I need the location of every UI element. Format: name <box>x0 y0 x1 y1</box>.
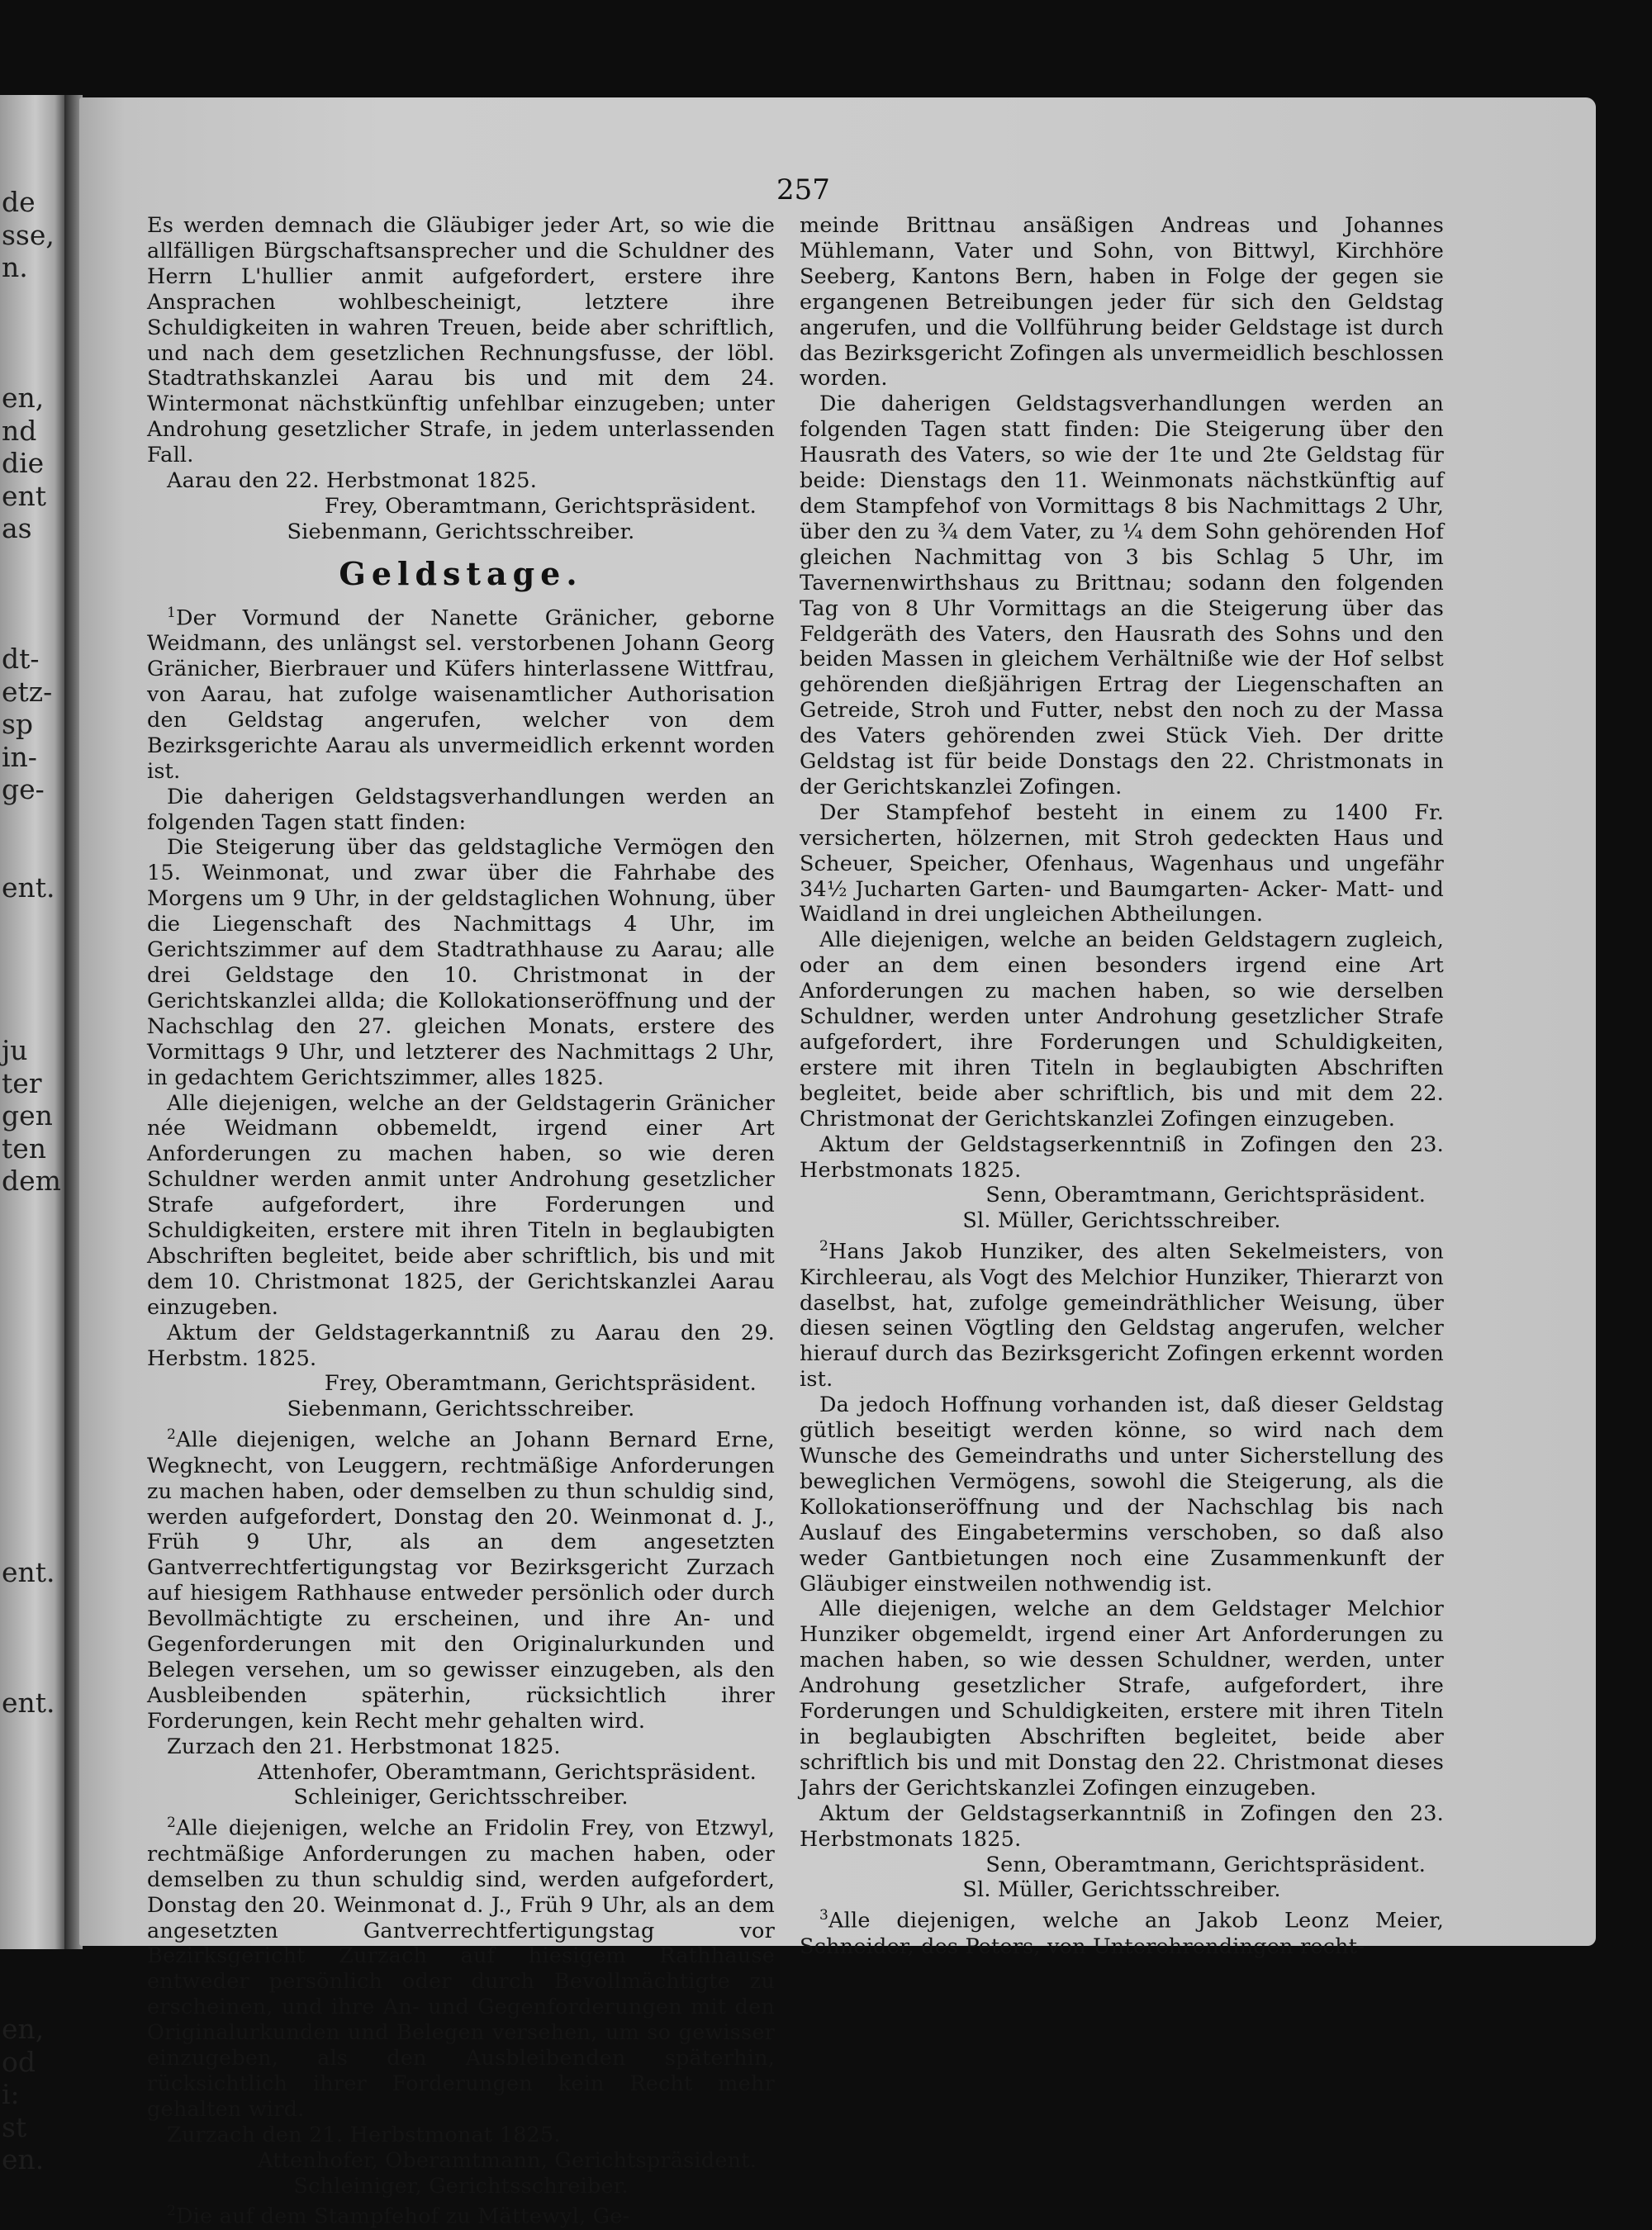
paragraph: Alle diejenigen, welche an dem Geldstager Melchior Hunziker obgemeldt, irgend einer Art Anforderungen zu machen haben, so wie dessen Schuldner, werden, unter Androhung gesetzlicher Strafe, aufgefordert, ihre Forderungen und Schuldigkeiten, erstere mit ihren Titeln in beglaubigten Abschriften begleitet, beide aber schriftlich bis und mit Donstag den 22. Christmonat dieses Jahrs der Gerichtskanzlei Zofingen einzugeben. <box>800 1597 1444 1801</box>
paragraph <box>147 2199 775 2229</box>
footnote-mark: 2 <box>167 1426 177 1444</box>
left-page-fragment: ju <box>2 1034 28 1066</box>
left-page-fragment: nd <box>2 414 37 447</box>
paragraph <box>147 1422 775 1734</box>
left-page-fragment: i: <box>2 2078 20 2110</box>
signature-line: Sl. Müller, Gerichtsschreiber. <box>962 1877 1281 1903</box>
left-page-fragment: de <box>2 186 36 218</box>
paragraph: Da jedoch Hoffnung vorhanden ist, daß dieser Geldstag gütlich beseitigt werden könne, so wird nach dem Wunsche des Gemeindraths und unter Sicherstellung des beweglichen Vermögens, sowohl die Steigerung, als die Kollokationseröffnung und der Nachschlag bis nach Auslauf des Eingabetermins verschoben, so daß also weder Gantbietungen noch eine Zusammenkunft der Gläubiger einstweilen nothwendig ist. <box>800 1393 1444 1597</box>
paragraph <box>800 1903 1444 1959</box>
paragraph: Die Steigerung über das geldstagliche Vermögen den 15. Weinmonat, und zwar über die Fahrhabe des Morgens um 9 Uhr, in der geldstaglichen Wohnung, über die Liegenschaft des Nachmittags 4 Uhr, im Gerichtszimmer auf dem Stadtrathhause zu Aarau; alle drei Geldstage den 10. Christmonat in der Gerichtskanzlei allda; die Kollokationseröffnung und der Nachschlag den 27. gleichen Monats, erstere des Vormittags 9 Uhr, und letzterer des Nachmittags 2 Uhr, in gedachtem Gerichtszimmer, alles 1825. <box>147 835 775 1090</box>
left-page-fragment: en, <box>2 2013 45 2045</box>
left-page-fragment: dt- <box>2 643 40 675</box>
paragraph <box>147 1810 775 2122</box>
signature-line: Frey, Oberamtmann, Gerichtspräsident. <box>324 1371 757 1397</box>
paragraph: Zurzach den 21. Herbstmonat 1825. <box>167 1734 561 1759</box>
left-page-fragment: ent. <box>2 1556 55 1588</box>
paragraph: Aarau den 22. Herbstmonat 1825. <box>167 468 538 494</box>
paragraph: meinde Brittnau ansäßigen Andreas und Johannes Mühlemann, Vater und Sohn, von Bittwyl, Kirchhöre Seeberg, Kantons Bern, haben in Folge der gegen sie ergangenen Betreibungen jeder für sich den Geldstag angerufen, und die Vollführung beider Geldstage ist durch das Bezirksgericht Zofingen als unvermeidlich beschlossen worden. <box>800 213 1444 391</box>
paragraph: Alle diejenigen, welche an der Geldstagerin Gränicher née Weidmann obbemeldt, irgend einer Art Anforderungen zu machen haben, so wie deren Schuldner werden anmit unter Androhung gesetzlicher Strafe aufgefordert, ihre Forderungen und Schuldigkeiten, erstere mit ihren Titeln in beglaubigten Abschriften begleitet, beide aber schriftlich, bis und mit dem 10. Christmonat 1825, der Gerichtskanzlei Aarau einzugeben. <box>147 1090 775 1320</box>
left-page-fragment: as <box>2 512 32 544</box>
footnote-mark: 2 <box>167 1815 177 1832</box>
paragraph: Aktum der Geldstagerkanntniß zu Aarau den 29. Herbstm. 1825. <box>147 1320 775 1371</box>
left-page-fragment: ent. <box>2 871 55 904</box>
left-column <box>147 213 775 2230</box>
signature-line: Schleiniger, Gerichtsschreiber. <box>293 1785 629 1810</box>
left-page-fragment: ge- <box>2 773 45 805</box>
left-page-fragment: en. <box>2 2143 45 2175</box>
paragraph-text: Alle diejenigen, welche an Jakob Leonz Meier, Schneider, des Peters, von Unterehrendingen recht- <box>800 1908 1444 1959</box>
left-page-fragment: od <box>2 2045 36 2078</box>
paragraph-text: Alle diejenigen, welche an Fridolin Frey, von Etzwyl, rechtmäßige Anforderungen zu machen haben, oder demselben zu thun schuldig sind, werden aufgefordert, Donstag den 20. Weinmonat d. J., Früh 9 Uhr, als an dem angesetzten Gantverrechtfertigungstag vor Bezirksgericht Zurzach auf hiesigem Rathhause entweder persönlich oder durch Bevollmächtigte zu erscheinen, und ihre An- und Gegenforderungen mit den Originalurkunden und Belegen versehen, um so gewisser einzugeben, als den Ausbleibenden späterhin, rücksichtlich ihrer Forderungen kein Recht mehr gehalten wird. <box>147 1815 775 2122</box>
paragraph: Aktum der Geldstagserkenntniß in Zofingen den 23. Herbstmonats 1825. <box>800 1132 1444 1183</box>
footnote-mark: 2 <box>819 1238 829 1255</box>
left-page-fragment: in- <box>2 740 37 773</box>
left-page-fragment: n. <box>2 251 28 283</box>
footnote-mark: 3 <box>819 1907 829 1924</box>
paragraph: Zurzach den 21. Herbstmonat 1825. <box>167 2122 561 2147</box>
signature-line: Attenhofer, Oberamtmann, Gerichtspräsident. <box>257 1759 757 1785</box>
signature-line: Schleiniger, Gerichtsschreiber. <box>293 2173 629 2199</box>
paragraph: Alle diejenigen, welche an beiden Geldstagern zugleich, oder an dem einen besonders irgend eine Art Anforderungen zu machen haben, so wie derselben Schuldner, werden unter Androhung gesetzlicher Strafe aufgefordert, ihre Forderungen und Schuldigkeiten, erstere mit ihren Titeln in beglaubigten Abschriften begleitet, beide aber schriftlich, bis und mit dem 22. Christmonat der Gerichtskanzlei Zofingen einzugeben. <box>800 928 1444 1132</box>
paragraph: Aktum der Geldstagserkanntniß in Zofingen den 23. Herbstmonats 1825. <box>800 1801 1444 1852</box>
left-page-fragment: die <box>2 447 45 479</box>
signature-line: Senn, Oberamtmann, Gerichtspräsident. <box>985 1852 1426 1877</box>
signature-line: Siebenmann, Gerichtsschreiber. <box>287 519 635 544</box>
left-page-fragment: sp <box>2 708 34 740</box>
signature-line: Sl. Müller, Gerichtsschreiber. <box>962 1208 1281 1234</box>
left-page-fragment: etz- <box>2 675 53 708</box>
paragraph: Die daherigen Geldstagsverhandlungen werden an folgenden Tagen statt finden: Die Steigerung über den Hausrath des Vaters, so wie der 1te und 2te Geldstag für beide: Dienstags den 11. Weinmonats nächstkünftig auf dem Stampfehof von Vormittags 8 bis Nachmittags 2 Uhr, über den zu ¾ dem Vater, zu ¼ dem Sohn gehörenden Hof gleichen Nachmittag von 3 bis Schlag 5 Uhr, im Tavernenwirthshaus zu Brittnau; sodann den folgenden Tag von 8 Uhr Vormittags an die Steigerung über das Feldgeräth des Vaters, den Hausrath des Sohns und den beiden Massen in gleichem Verhältniße wie der Hof selbst gehörenden dießjährigen Ertrag der Liegenschaften an Getreide, Stroh und Futter, nebst den noch zu der Massa des Vaters gehörenden zwei Stück Vieh. Der dritte Geldstag ist für beide Donstags den 22. Christmonats in der Gerichtskanzlei Zofingen. <box>800 391 1444 799</box>
right-column <box>800 213 1444 1960</box>
section-heading: Geldstage. <box>339 554 583 592</box>
left-page-fragment: gen <box>2 1099 53 1132</box>
paragraph <box>147 600 775 785</box>
signature-line: Frey, Oberamtmann, Gerichtspräsident. <box>324 493 757 519</box>
left-page-fragment: en, <box>2 382 45 414</box>
left-page-fragment: ter <box>2 1066 42 1099</box>
paragraph-text: Die auf dem Stampfehof zu Mättewyl, Ge- <box>176 2204 630 2229</box>
paragraph: Der Stampfehof besteht in einem zu 1400 Fr. versicherten, hölzernen, mit Stroh gedeckten Haus und Scheuer, Speicher, Ofenhaus, Wagenhaus und ungefähr 34½ Jucharten Garten- und Baumgarten- Acker- Matt- und Waidland in drei ungleichen Abtheilungen. <box>800 799 1444 928</box>
paragraph-text: Der Vormund der Nanette Gränicher, geborne Weidmann, des unlängst sel. verstorbenen Johann Georg Gränicher, Bierbrauer und Küfers hinterlassene Wittfrau, von Aarau, hat zufolge waisenamtlicher Authorisation den Geldstag angerufen, welcher von dem Bezirksgerichte Aarau als unvermeidlich erkennt worden ist. <box>147 605 775 784</box>
left-page-fragment: dem <box>2 1165 61 1197</box>
paragraph: Die daherigen Geldstagsverhandlungen werden an folgenden Tagen statt finden: <box>147 784 775 835</box>
signature-line: Senn, Oberamtmann, Gerichtspräsident. <box>985 1183 1426 1208</box>
signature-line: Siebenmann, Gerichtsschreiber. <box>287 1397 635 1422</box>
paragraph <box>800 1234 1444 1393</box>
previous-page-edge <box>0 95 64 2175</box>
footnote-mark: 2 <box>167 2203 177 2220</box>
left-page-fragment: ent <box>2 479 47 512</box>
page-number: 257 <box>776 173 830 206</box>
signature-line: Attenhofer, Oberamtmann, Gerichtspräsident. <box>257 2147 757 2173</box>
left-page-fragment: ten <box>2 1132 47 1165</box>
footnote-mark: 1 <box>167 604 177 621</box>
paragraph-text: Hans Jakob Hunziker, des alten Sekelmeisters, von Kirchleerau, als Vogt des Melchior Hunziker, Thierarzt von daselbst, hat, zufolge gemeindräthlicher Weisung, über diesen seinen Vögtling den Geldstag angerufen, welcher hierauf durch das Bezirksgericht Zofingen erkennt worden ist. <box>800 1239 1444 1393</box>
left-page-fragment: st <box>2 2110 27 2143</box>
left-page-fragment: sse, <box>2 218 55 251</box>
paragraph: Es werden demnach die Gläubiger jeder Art, so wie die allfälligen Bürgschaftsansprecher und die Schuldner des Herrn L'hullier anmit aufgefordert, erstere ihre Ansprachen wohlbescheinigt, letztere ihre Schuldigkeiten in wahren Treuen, beide aber schriftlich, und nach dem gesetzlichen Rechnungsfusse, der löbl. Stadtrathskanzlei Aarau bis und mit dem 24. Wintermonat nächstkünftig unfehlbar einzugeben; unter Androhung gesetzlicher Strafe, in jedem unterlassenden Fall. <box>147 213 775 468</box>
left-page-fragment: ent. <box>2 1687 55 1719</box>
paragraph-text: Alle diejenigen, welche an Johann Bernard Erne, Wegknecht, von Leuggern, rechtmäßige Anforderungen zu machen haben, oder demselben zu thun schuldig sind, werden aufgefordert, Donstag den 20. Weinmonat d. J., Früh 9 Uhr, als an dem angesetzten Gantverrechtfertigungstag vor Bezirksgericht Zurzach auf hiesigem Rathhause entweder persönlich oder durch Bevollmächtigte zu erscheinen, und ihre An- und Gegenforderungen mit den Originalurkunden und Belegen versehen, um so gewisser einzugeben, als den Ausbleibenden späterhin, rücksichtlich ihrer Forderungen, kein Recht mehr gehalten wird. <box>147 1427 775 1734</box>
